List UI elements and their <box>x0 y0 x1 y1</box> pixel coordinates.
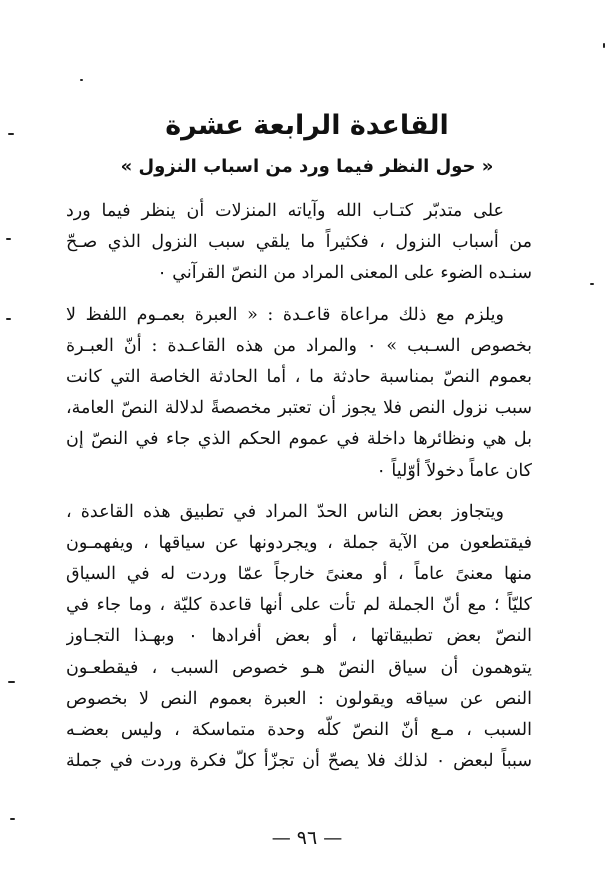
scan-mark <box>8 681 15 683</box>
text-line: سبب نزول النص فلا يجوز أن تعتبر مخصصةً لدلالة النصّ العامة، <box>66 398 532 419</box>
text-line: السبب ، مـع أنّ النصّ كلّه وحدة متماسكة ، وليس بعضـه <box>66 720 532 740</box>
paragraph <box>66 497 532 778</box>
page-number: — ٩٦ — <box>271 827 343 849</box>
text-line: سبباً لبعض ٠ لذلك فلا يصحّ أن تجزّأ كلّ فكرة وردت في جملة <box>66 751 532 772</box>
text-line: يتوهمون أن سياق النصّ هـو خصوص السبب ، فيقطعـون <box>66 657 532 678</box>
text-line: بخصوص السـبب » ٠ والمراد من هذه القاعـدة : أنّ العبـرة <box>66 335 532 356</box>
section-subtitle: « حول النظر فيما ورد من اسباب النزول » <box>120 156 494 177</box>
scan-mark <box>6 318 11 320</box>
paragraph <box>66 300 532 487</box>
body-text <box>66 196 532 777</box>
text-line: ويلزم مع ذلك مراعاة قاعـدة : « العبرة بعمـوم اللفظ لا <box>66 304 504 325</box>
scan-mark <box>6 238 11 240</box>
text-line: النص عن سياقه ويقولون : العبرة بعموم النص لا بخصوص <box>66 688 532 709</box>
text-line: بعموم النصّ بمناسبة حادثة ما ، أما الحادثة الخاصة التي كانت <box>66 366 532 387</box>
scan-mark <box>10 818 15 820</box>
text-line: كليّاً ؛ مع أنّ الجملة لم تأت على أنها قاعدة كليّة ، وما جاء في <box>66 595 532 616</box>
text-line: بل هي ونظائرها داخلة في عموم الحكم الذي جاء في النصّ إن <box>66 429 532 450</box>
text-line: من أسباب النزول ، فكثيراً ما يلقي سبب النزول الذي صـحّ <box>66 232 532 253</box>
scan-mark <box>80 79 83 81</box>
scan-mark <box>590 283 594 285</box>
text-line: على متدبّر كتـاب الله وآياته المنزلات أن ينظر فيما ورد <box>66 201 504 221</box>
section-title: القاعدة الرابعة عشرة <box>165 110 449 141</box>
scan-mark <box>603 43 605 48</box>
text-line: منها معنىً عاماً ، أو معنىً خارجاً عمّا وردت له في السياق <box>66 564 532 585</box>
paragraph <box>66 196 532 290</box>
text-line: فيقتطعون من الآية جملة ، ويجردونها عن سياقها ، ويفهمـون <box>66 532 532 553</box>
text-line: ويتجاوز بعض الناس الحدّ المراد في تطبيق هذه القاعدة ، <box>66 501 504 522</box>
text-line: النصّ بعض تطبيقاتها ، أو بعض أفرادها ٠ وبهـذا التجـاوز <box>66 626 532 647</box>
text-line: سنـده الضوء على المعنى المراد من النصّ القرآني ٠ <box>157 263 532 284</box>
text-line: كان عاماً دخولاً أوّلياً ٠ <box>376 460 532 481</box>
